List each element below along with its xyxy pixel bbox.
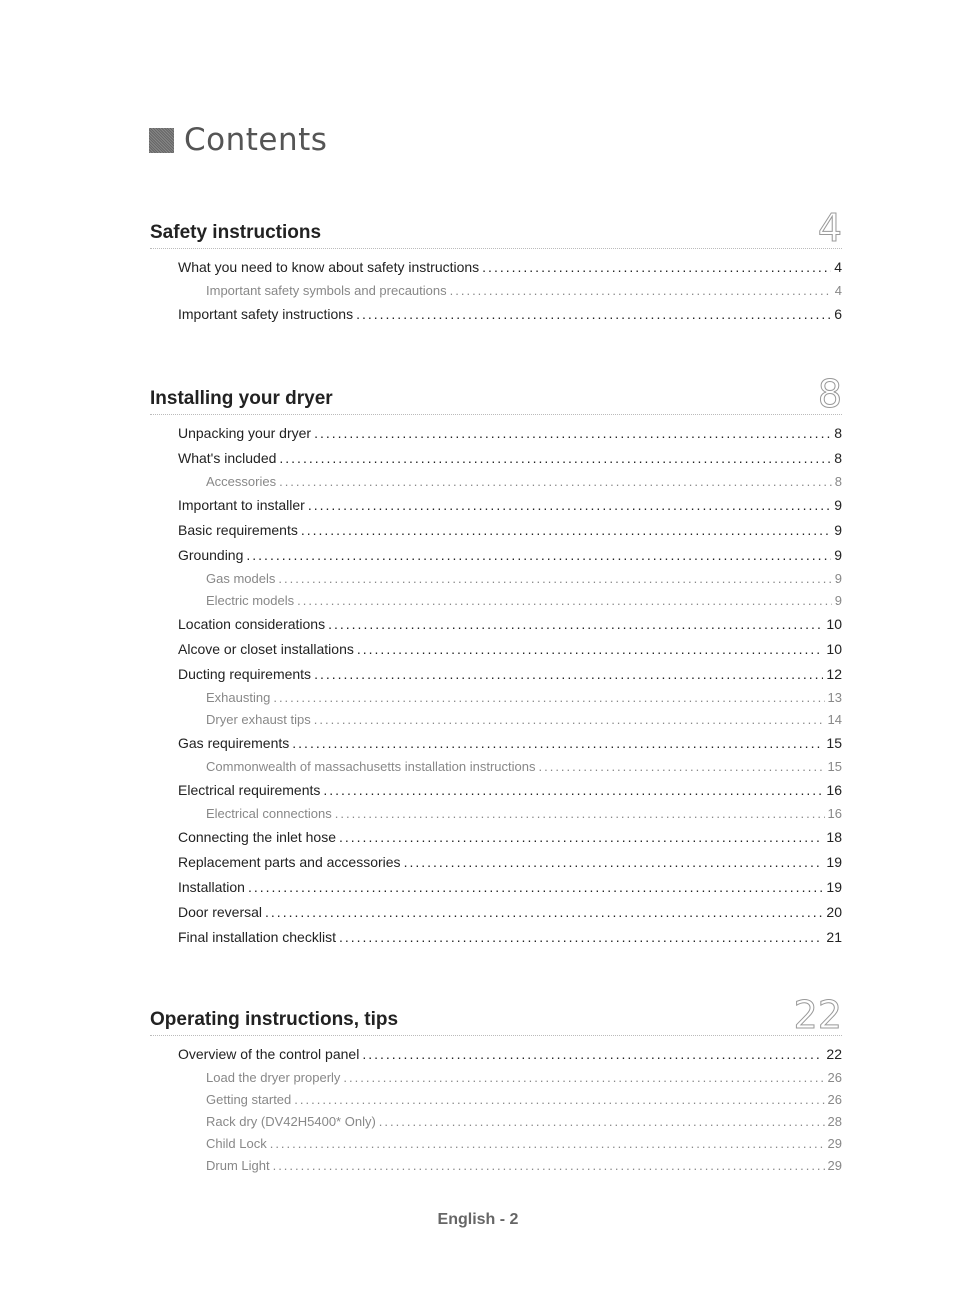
toc-section-installing bbox=[150, 374, 842, 950]
toc-entry-page: 16 bbox=[826, 782, 842, 798]
toc-entry-label: Replacement parts and accessories bbox=[178, 854, 401, 870]
toc-entry[interactable] bbox=[206, 687, 842, 709]
toc-entry[interactable] bbox=[178, 446, 842, 471]
toc-entry-label: Electrical requirements bbox=[178, 782, 321, 798]
toc-entry-label: Basic requirements bbox=[178, 522, 298, 538]
toc-entry-page: 8 bbox=[834, 474, 842, 489]
toc-entry[interactable] bbox=[178, 662, 842, 687]
toc-entry-page: 9 bbox=[834, 497, 842, 513]
dot-leader bbox=[279, 471, 832, 493]
toc-entry-page: 16 bbox=[827, 806, 842, 821]
toc-entry-page: 29 bbox=[827, 1158, 842, 1173]
toc-entry[interactable] bbox=[178, 612, 842, 637]
section-page-number: 22 bbox=[793, 993, 842, 1037]
toc-entry-label: Commonwealth of massachusetts installation instructions bbox=[206, 759, 536, 774]
toc-entry[interactable] bbox=[206, 1067, 842, 1089]
toc-entries bbox=[150, 1036, 842, 1177]
dot-leader bbox=[379, 1111, 825, 1133]
dot-leader bbox=[450, 280, 832, 302]
toc-entry-label: Important to installer bbox=[178, 497, 305, 513]
toc-entry-page: 20 bbox=[826, 904, 842, 920]
toc-entry[interactable] bbox=[206, 568, 842, 590]
toc-entry[interactable] bbox=[206, 709, 842, 731]
dot-leader bbox=[538, 756, 824, 778]
toc-entry-label: What you need to know about safety instructions bbox=[178, 259, 480, 275]
dot-leader bbox=[482, 255, 831, 280]
toc-entry-label: Unpacking your dryer bbox=[178, 425, 312, 441]
toc-entry-label: Rack dry (DV42H5400* Only) bbox=[206, 1114, 376, 1129]
toc-entry-page: 15 bbox=[827, 759, 842, 774]
toc-entry-page: 14 bbox=[827, 712, 842, 727]
toc-entry-page: 12 bbox=[826, 666, 842, 682]
toc-entry[interactable] bbox=[178, 518, 842, 543]
toc-entry[interactable] bbox=[206, 1089, 842, 1111]
toc-entry-label: Electrical connections bbox=[206, 806, 332, 821]
toc-entry-page: 21 bbox=[826, 929, 842, 945]
toc-entry[interactable] bbox=[178, 778, 842, 803]
toc-entry[interactable] bbox=[178, 850, 842, 875]
toc-entry[interactable] bbox=[206, 590, 842, 612]
dot-leader bbox=[279, 446, 831, 471]
dot-leader bbox=[273, 687, 824, 709]
toc-entry-page: 9 bbox=[834, 547, 842, 563]
dot-leader bbox=[343, 1067, 824, 1089]
toc-entry-page: 9 bbox=[834, 571, 842, 586]
dot-leader bbox=[314, 421, 831, 446]
toc-entry-page: 26 bbox=[827, 1070, 842, 1085]
section-header bbox=[150, 995, 842, 1036]
toc-entry-label: Dryer exhaust tips bbox=[206, 712, 311, 727]
dot-leader bbox=[292, 731, 823, 756]
dot-leader bbox=[357, 637, 824, 662]
toc-entry-page: 9 bbox=[834, 522, 842, 538]
dot-leader bbox=[314, 709, 825, 731]
toc-entry-page: 18 bbox=[826, 829, 842, 845]
section-page-number: 8 bbox=[817, 372, 842, 416]
toc-entry[interactable] bbox=[206, 471, 842, 493]
dot-leader bbox=[339, 825, 823, 850]
dot-leader bbox=[273, 1155, 825, 1177]
dot-leader bbox=[297, 590, 832, 612]
page-footer: English - 2 bbox=[437, 1211, 519, 1228]
toc-entry-label: Electric models bbox=[206, 593, 295, 608]
toc-entry-page: 10 bbox=[826, 616, 842, 632]
toc-entry-page: 8 bbox=[834, 450, 842, 466]
toc-entry-page: 19 bbox=[826, 854, 842, 870]
section-header bbox=[150, 208, 842, 249]
section-page-number: 4 bbox=[817, 206, 842, 250]
toc-entry-label: Load the dryer properly bbox=[206, 1070, 341, 1085]
dot-leader bbox=[301, 518, 831, 543]
toc-entry[interactable] bbox=[206, 1133, 842, 1155]
toc-entry[interactable] bbox=[178, 543, 842, 568]
toc-entry-label: Important safety symbols and precautions bbox=[206, 283, 447, 298]
dot-leader bbox=[308, 493, 831, 518]
dot-leader bbox=[265, 900, 823, 925]
toc-entry[interactable] bbox=[178, 255, 842, 280]
section-header bbox=[150, 374, 842, 415]
toc-entry-label: What's included bbox=[178, 450, 277, 466]
toc-entry-label: Getting started bbox=[206, 1092, 292, 1107]
toc-entry[interactable] bbox=[178, 302, 842, 327]
toc-entry-page: 29 bbox=[827, 1136, 842, 1151]
toc-entry-page: 26 bbox=[827, 1092, 842, 1107]
toc-entry-page: 22 bbox=[826, 1046, 842, 1062]
toc-entry-page: 4 bbox=[834, 283, 842, 298]
toc-entry-label: Grounding bbox=[178, 547, 244, 563]
toc-entry-label: Ducting requirements bbox=[178, 666, 312, 682]
toc-entry[interactable] bbox=[178, 493, 842, 518]
toc-entry-label: Overview of the control panel bbox=[178, 1046, 360, 1062]
toc-entry-label: Exhausting bbox=[206, 690, 271, 705]
toc-entry-label: Final installation checklist bbox=[178, 929, 336, 945]
toc-entry-label: Important safety instructions bbox=[178, 306, 354, 322]
toc-entry[interactable] bbox=[206, 280, 842, 302]
toc-entry-page: 6 bbox=[834, 306, 842, 322]
toc-section-operating bbox=[150, 995, 842, 1177]
toc-entry-label: Location considerations bbox=[178, 616, 326, 632]
dot-leader bbox=[323, 778, 823, 803]
section-title[interactable]: Operating instructions, tips bbox=[150, 1009, 399, 1030]
toc-entry-page: 15 bbox=[826, 735, 842, 751]
toc-entry[interactable] bbox=[178, 900, 842, 925]
toc-entry[interactable] bbox=[178, 731, 842, 756]
section-title[interactable]: Installing your dryer bbox=[150, 388, 333, 409]
toc-entry-label: Installation bbox=[178, 879, 245, 895]
toc-entry-label: Gas models bbox=[206, 571, 276, 586]
toc-entry-label: Connecting the inlet hose bbox=[178, 829, 336, 845]
toc-entry[interactable] bbox=[206, 803, 842, 825]
toc-entry[interactable] bbox=[206, 1111, 842, 1133]
dot-leader bbox=[246, 543, 831, 568]
toc-entry[interactable] bbox=[178, 637, 842, 662]
toc-entry[interactable] bbox=[178, 875, 842, 900]
toc-entry-page: 8 bbox=[834, 425, 842, 441]
toc-entry-page: 19 bbox=[826, 879, 842, 895]
page-title-text: Contents bbox=[184, 122, 328, 158]
toc-entry[interactable] bbox=[178, 825, 842, 850]
dot-leader bbox=[339, 925, 823, 950]
toc-entry-page: 28 bbox=[827, 1114, 842, 1129]
toc-entry-page: 9 bbox=[834, 593, 842, 608]
toc-entry-page: 4 bbox=[834, 259, 842, 275]
toc-entry-label: Door reversal bbox=[178, 904, 263, 920]
page-title bbox=[149, 122, 327, 158]
dot-leader bbox=[314, 662, 823, 687]
dot-leader bbox=[294, 1089, 824, 1111]
toc-entry-label: Child Lock bbox=[206, 1136, 267, 1151]
toc-entry-label: Gas requirements bbox=[178, 735, 290, 751]
title-square-icon bbox=[149, 128, 174, 153]
toc-entry-label: Drum Light bbox=[206, 1158, 270, 1173]
toc-entry[interactable] bbox=[206, 1155, 842, 1177]
dot-leader bbox=[328, 612, 823, 637]
toc-entry-label: Alcove or closet installations bbox=[178, 641, 354, 657]
toc-entry-page: 10 bbox=[826, 641, 842, 657]
toc-entry[interactable] bbox=[206, 756, 842, 778]
dot-leader bbox=[356, 302, 831, 327]
toc-entries bbox=[150, 249, 842, 327]
toc-entry[interactable] bbox=[178, 421, 842, 446]
dot-leader bbox=[404, 850, 824, 875]
toc-entry[interactable] bbox=[178, 925, 842, 950]
dot-leader bbox=[362, 1042, 823, 1067]
toc-entry[interactable] bbox=[178, 1042, 842, 1067]
dot-leader bbox=[335, 803, 825, 825]
dot-leader bbox=[248, 875, 823, 900]
toc-entries bbox=[150, 415, 842, 950]
toc-section-safety bbox=[150, 208, 842, 327]
toc-entry-label: Accessories bbox=[206, 474, 277, 489]
section-title[interactable]: Safety instructions bbox=[150, 222, 322, 243]
dot-leader bbox=[278, 568, 831, 590]
toc-entry-page: 13 bbox=[827, 690, 842, 705]
dot-leader bbox=[270, 1133, 825, 1155]
